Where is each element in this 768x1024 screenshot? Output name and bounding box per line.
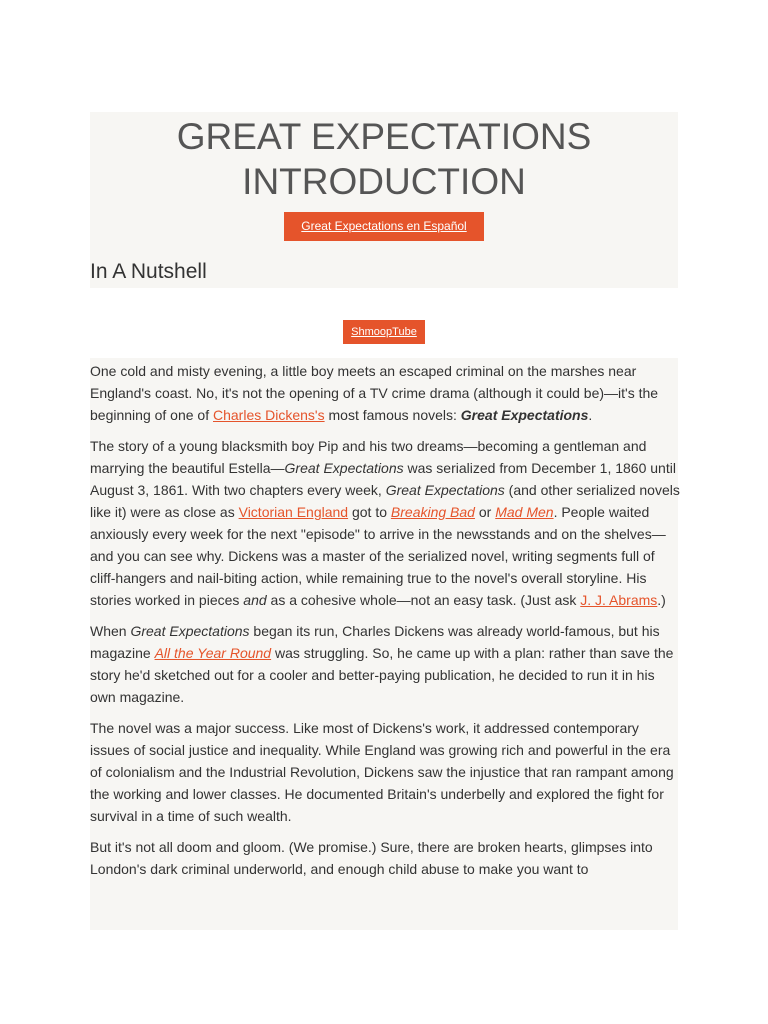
- paragraph-1: [90, 360, 680, 426]
- page-title: [90, 114, 678, 204]
- text-run: was struggling. So, he came up with a plan: rather than save the story he'd sketched out for a cooler and better-paying publication, he decided to run it in his own magazine.: [90, 645, 674, 705]
- text-run: got to: [348, 504, 391, 520]
- page-title-line-1: GREAT EXPECTATIONS: [176, 116, 592, 157]
- spanish-version-button[interactable]: Great Expectations en Español: [284, 212, 484, 241]
- section-heading: In A Nutshell: [90, 260, 207, 283]
- paragraph-4: The novel was a major success. Like most of Dickens's work, it addressed contemporary issues of social justice and inequality. While England was growing rich and powerful in the era of colonialism and the Industrial Revolution, Dickens saw the injustice that ran rampant among the working and lower classes. He documented Britain's underbelly and explored the fight for survival in a time of such wealth.: [90, 720, 674, 824]
- shmooptube-button[interactable]: ShmoopTube: [343, 320, 425, 344]
- book-title-emphasis: Great Expectations: [284, 460, 404, 476]
- book-title-emphasis: Great Expectations: [460, 407, 589, 423]
- paragraph-2: [90, 435, 680, 611]
- book-title-emphasis: Great Expectations: [385, 482, 505, 498]
- text-run: most famous novels:: [324, 407, 461, 423]
- paragraph-3: [90, 620, 680, 708]
- link-charles-dickens[interactable]: Charles Dickens's: [213, 407, 325, 423]
- text-run: . People waited anxiously every week for the next "episode" to arrive in the newsstands and on the shelves—and you can see why. Dickens was a master of the serialized novel, writing segments full of cliff-hangers and nail-biting action, while remaining true to the novel's overall storyline. His stories worked in pieces: [90, 504, 666, 608]
- link-victorian-england[interactable]: Victorian England: [238, 504, 349, 520]
- text-run: was serialized from December 1, 1860 until August 3, 1861. With two chapters every week,: [90, 460, 676, 498]
- text-run: The story of a young blacksmith boy Pip and his two dreams—becoming a gentleman and marrying the beautiful Estella—: [90, 438, 647, 476]
- text-run: began its run, Charles Dickens was already world-famous, but his magazine: [90, 623, 660, 661]
- emphasis: and: [243, 592, 267, 608]
- book-title-emphasis: Great Expectations: [130, 623, 250, 639]
- link-mad-men[interactable]: Mad Men: [495, 504, 554, 520]
- text-run: One cold and misty evening, a little boy meets an escaped criminal on the marshes near England's coast. No, it's not the opening of a TV crime drama (although it could be)—it's the beginning of one of: [90, 363, 659, 423]
- text-run: .): [657, 592, 666, 608]
- paragraph-5: But it's not all doom and gloom. (We promise.) Sure, there are broken hearts, glimpses into London's dark criminal underworld, and enough child abuse to make you want to: [90, 839, 653, 877]
- page-title-line-2: INTRODUCTION: [242, 161, 526, 202]
- text-run: When: [90, 623, 131, 639]
- text-run: (and other serialized novels like it) were as close as: [90, 482, 680, 520]
- text-run: .: [588, 407, 593, 423]
- link-breaking-bad[interactable]: Breaking Bad: [390, 504, 475, 520]
- text-run: as a cohesive whole—not an easy task. (Just ask: [266, 592, 581, 608]
- text-run: or: [474, 504, 496, 520]
- link-all-the-year-round[interactable]: All the Year Round: [154, 645, 272, 661]
- article-body: [90, 360, 680, 930]
- link-jj-abrams[interactable]: J. J. Abrams: [580, 592, 658, 608]
